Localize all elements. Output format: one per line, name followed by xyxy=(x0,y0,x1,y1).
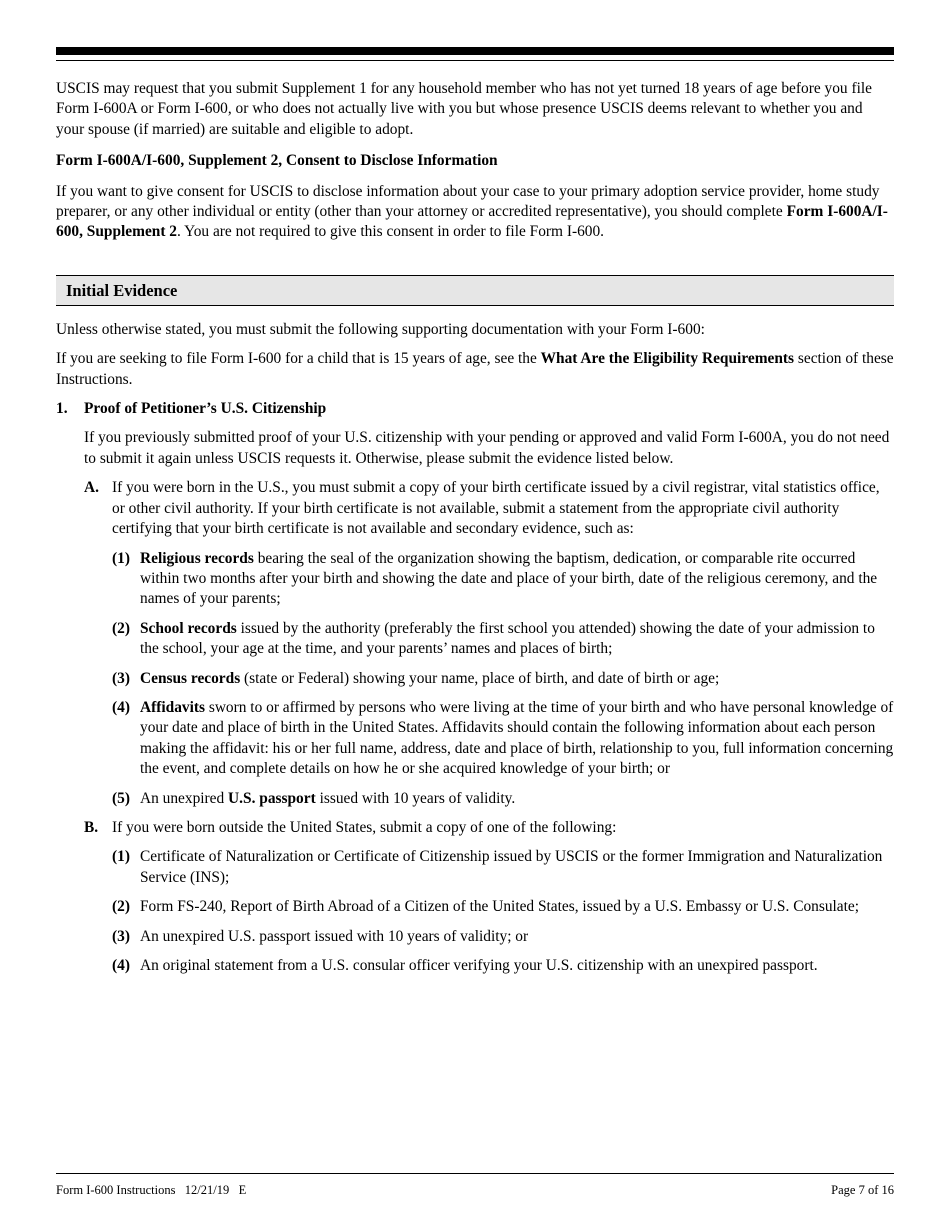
initial-evidence-intro: Unless otherwise stated, you must submit the following supporting documentation with your Form I-600: xyxy=(56,320,705,338)
footer-rule xyxy=(56,1173,894,1174)
footer-form-id: Form I-600 Instructions 12/21/19 E xyxy=(56,1183,247,1197)
item-1b-3: (3) An unexpired U.S. passport issued with 10 years of validity; or xyxy=(112,927,529,945)
item-1-title: Proof of Petitioner’s U.S. Citizenship xyxy=(84,400,327,418)
item-1b-text: If you were born outside the United States, submit a copy of one of the following: xyxy=(112,818,617,836)
item-1-intro: If you previously submitted proof of your U.S. citizenship with your pending or approved and valid Form I-600A, you do not need to submit it again unless USCIS requests it. Otherwise, please submit the evidence listed below. xyxy=(84,429,890,467)
item-1a xyxy=(56,478,894,539)
eligibility-note: If you are seeking to file Form I-600 for a child that is 15 years of age, see the What Are the Eligibility Requirements section of these Instructions. xyxy=(56,350,894,388)
item-1-number: 1. xyxy=(56,400,68,418)
item-1b-label: B. xyxy=(84,818,99,836)
item-1a-4: (4) Affidavits sworn to or affirmed by persons who were living at the time of your birth and who have personal knowledge of your date and place of birth in the United States. Affidavits should contain the following information about each person making the affidavit: his or her full name, address, date and place of birth, relationship to you, full information concerning the event, and complete details on how he or she acquired knowledge of your birth; or xyxy=(112,698,894,778)
item-1b-4: (4) An original statement from a U.S. consular officer verifying your U.S. citizenship with an unexpired passport. xyxy=(112,957,818,974)
section-heading-initial-evidence: Initial Evidence xyxy=(56,275,894,306)
item-1a-3: (3) Census records (state or Federal) showing your name, place of birth, and date of birth or age; xyxy=(112,669,720,687)
supplement2-paragraph: If you want to give consent for USCIS to disclose information about your case to your primary adoption service provider, home study preparer, or any other individual or entity (other than your attorney or accredited representative), you should complete Form I-600A/I-600, Supplement 2. You are not required to give this consent in order to file Form I-600. xyxy=(56,182,888,241)
footer-page-number: Page 7 of 16 xyxy=(831,1183,894,1197)
supplement1-paragraph: USCIS may request that you submit Supplement 1 for any household member who has not yet turned 18 years of age before you file Form I-600A or Form I-600, or who does not actually live with you but whose presence USCIS deems relevant to whether you and your spouse (if married) are suitable and eligible to adopt. xyxy=(56,80,872,138)
header-rule-thick xyxy=(56,47,894,55)
item-1b xyxy=(56,818,894,838)
item-1b-2: (2) Form FS-240, Report of Birth Abroad of a Citizen of the United States, issued by a U.S. Embassy or U.S. Consulate; xyxy=(112,898,860,916)
item-1a-1: (1) Religious records bearing the seal of the organization showing the baptism, dedication, or comparable rite occurred within two months after your birth and showing the date and place of your birth, date of the religious ceremony, and the names of your parents; xyxy=(112,549,878,608)
item-1-heading xyxy=(56,399,894,419)
item-1a-5: (5) An unexpired U.S. passport issued with 10 years of validity. xyxy=(112,789,516,807)
supplement2-heading: Form I-600A/I-600, Supplement 2, Consent to Disclose Information xyxy=(56,152,498,170)
page-content xyxy=(56,79,894,985)
item-1a-text: If you were born in the U.S., you must submit a copy of your birth certificate issued by a civil registrar, vital statistics office, or other civil authority. If your birth certificate is not available, submit a statement from the appropriate civil authority certifying that your birth certificate is not available and secondary evidence, such as: xyxy=(112,479,880,538)
header-rule-thin xyxy=(56,60,894,61)
item-1a-2: (2) School records issued by the authority (preferably the first school you attended) showing the date of your admission to the school, your age at the time, and your parents’ names and places of birth; xyxy=(112,619,875,658)
item-1b-1: (1) Certificate of Naturalization or Certificate of Citizenship issued by USCIS or the former Immigration and Naturalization Service (INS); xyxy=(112,848,883,886)
item-1a-label: A. xyxy=(84,479,99,497)
